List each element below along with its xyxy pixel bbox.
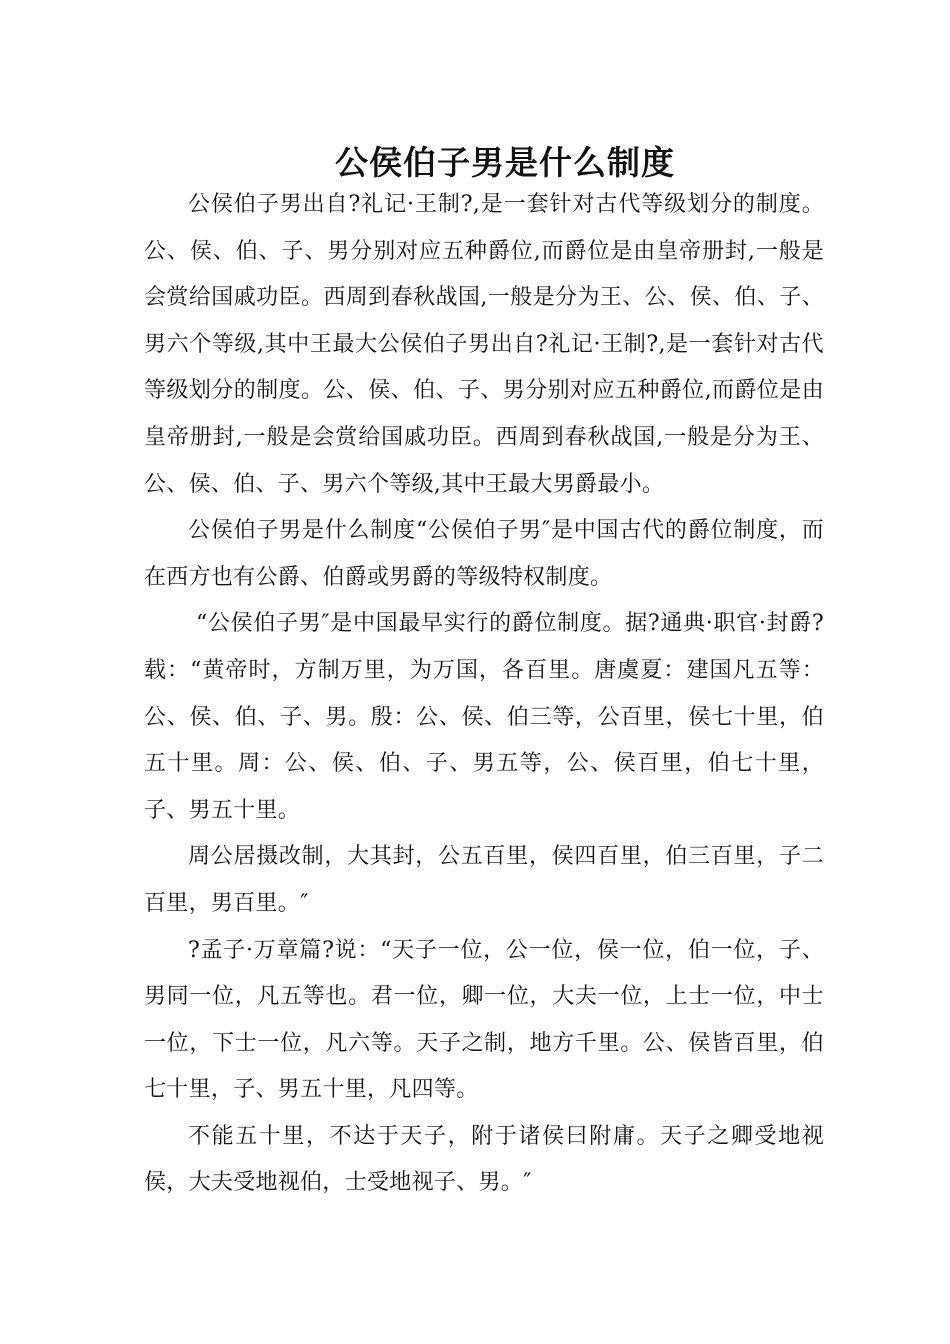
paragraph-2: 公侯伯子男是什么制度“公侯伯子男″是中国古代的爵位制度，而在西方也有公爵、伯爵或男爵的等级特权制度。 [144, 518, 824, 590]
paragraph-3: “公侯伯子男″是中国最早实行的爵位制度。据?通典·职官·封爵?载：“黄帝时，方制万里，为万国，各百里。唐虞夏：建国凡五等：公、侯、伯、子、男。殷：公、侯、伯三等，公百里，侯七十里，伯五十里。周：公、侯、伯、子、男五等，公、侯百里，伯七十里，子、男五十里。 [144, 611, 824, 823]
paragraph-5: ?孟子·万章篇?说：“天子一位，公一位，侯一位，伯一位，子、男同一位，凡五等也。君一位，卿一位，大夫一位，上士一位，中士一位，下士一位，凡六等。天子之制，地方千里。公、侯皆百里，伯七十里，子、男五十里，凡四等。 [144, 937, 824, 1103]
document-body [144, 182, 824, 1207]
paragraph-1: 公侯伯子男出自?礼记·王制?,是一套针对古代等级划分的制度。公、侯、伯、子、男分别对应五种爵位,而爵位是由皇帝册封,一般是会赏给国戚功臣。西周到春秋战国,一般是分为王、公、侯、伯、子、男六个等级,其中王最大公侯伯子男出自?礼记·王制?,是一套针对古代等级划分的制度。公、侯、伯、子、男分别对应五种爵位,而爵位是由皇帝册封,一般是会赏给国戚功臣。西周到春秋战国,一般是分为王、公、侯、伯、子、男六个等级,其中王最大男爵最小。 [144, 192, 824, 497]
paragraph-6: 不能五十里，不达于天子，附于诸侯曰附庸。天子之卿受地视侯，大夫受地视伯，士受地视子、男。″ [144, 1123, 824, 1196]
paragraph-4: 周公居摄改制，大其封，公五百里，侯四百里，伯三百里，子二百里，男百里。″ [144, 844, 824, 916]
document-title: 公侯伯子男是什么制度 [335, 143, 675, 183]
